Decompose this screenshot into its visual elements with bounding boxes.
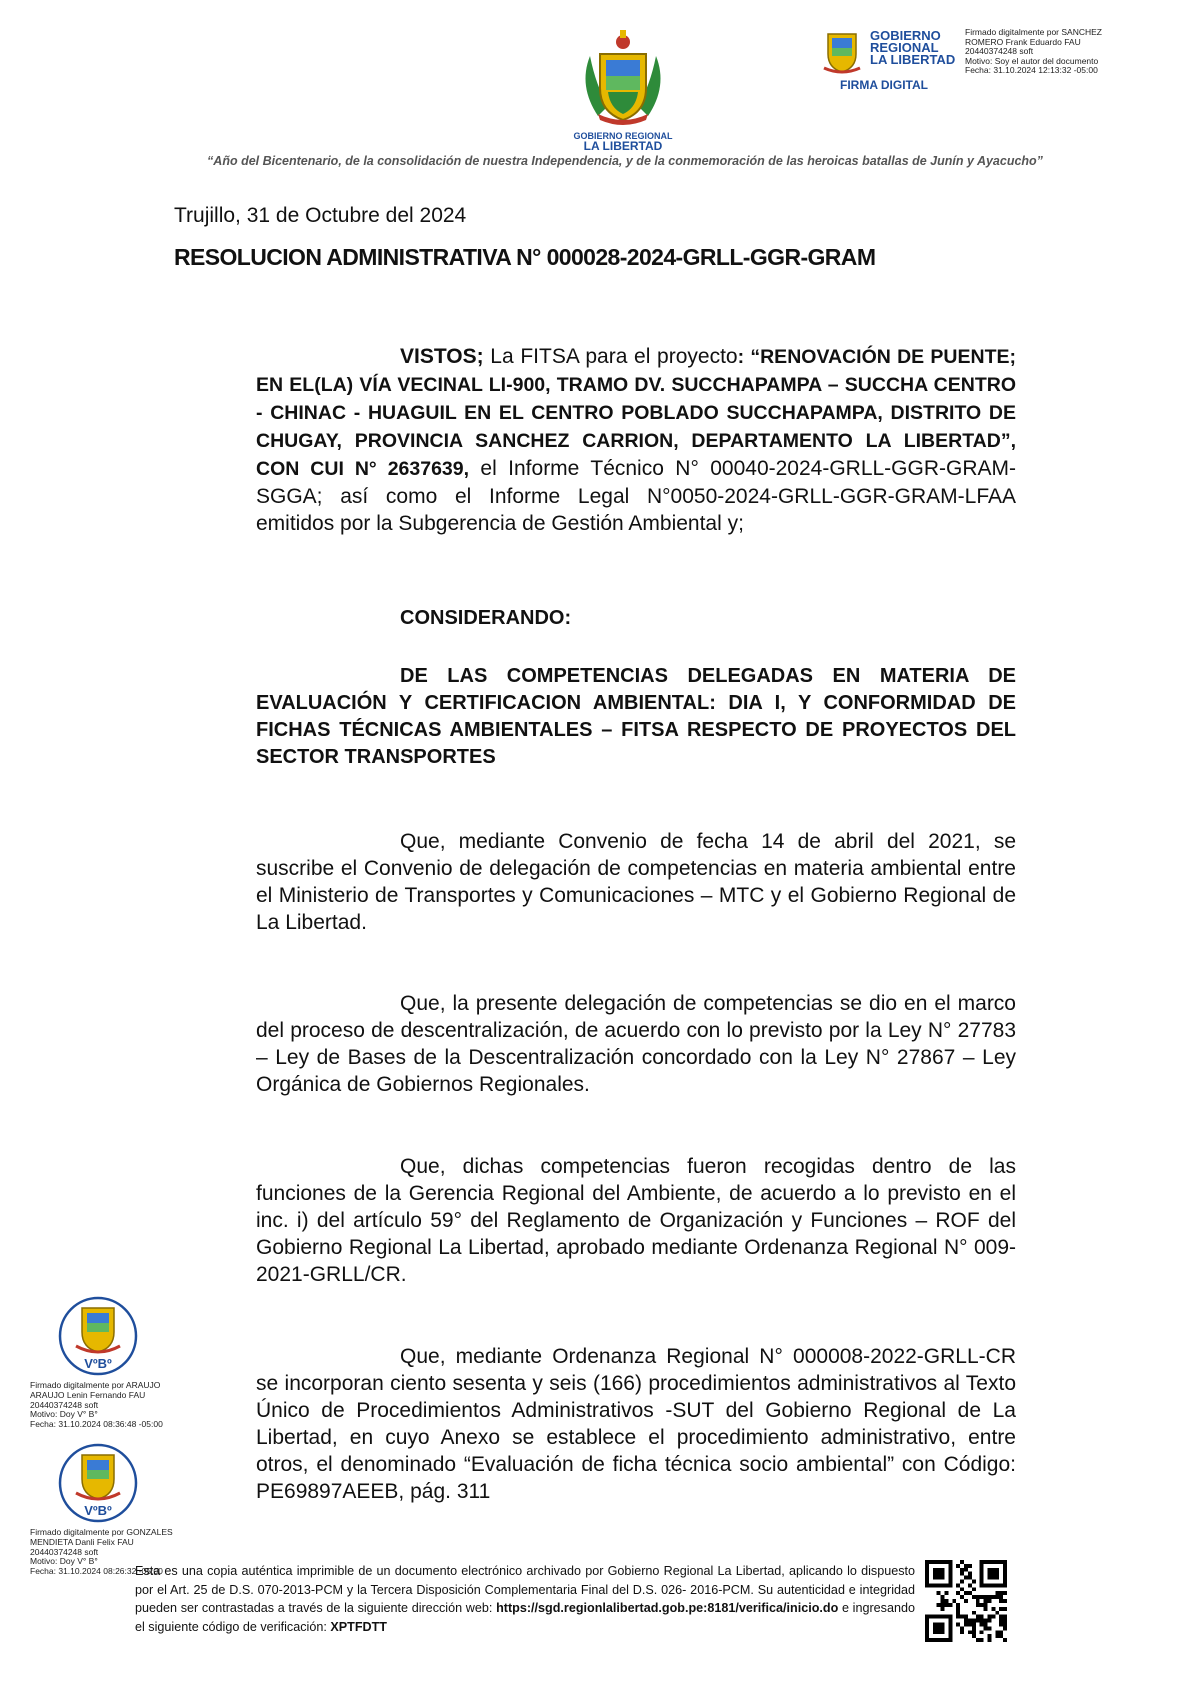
qr-code-icon bbox=[925, 1560, 1007, 1642]
vobo-seal-icon bbox=[58, 1443, 138, 1523]
vistos-project: : “RENOVACIÓN DE PUENTE; EN EL(LA) VÍA VECINAL LI-900, TRAMO DV. SUCCHAPAMPA – SUCCHA CENTRO - CHINAC - HUAGUIL EN EL CENTRO POBLADO SUCCHAPAMPA, DISTRITO DE CHUGAY, PROVINCIA SANCHEZ CARRION, DEPARTAMENTO LA LIBERTAD”, CON CUI N° 2637639, bbox=[256, 346, 1017, 480]
paragraph-ordenanza: Que, mediante Ordenanza Regional N° 000008-2022-GRLL-CR se incorporan ciento sesenta y seis (166) procedimientos administrativos al Texto Único de Procedimientos Administrativos -SUT del Gobierno Regional de La Libertad, en cuyo Anexo se establece el procedimiento administrativo, entre otros, el denominado “Evaluación de ficha técnica socio ambiental” con Código: PE69897AEEB, pág. 311 bbox=[256, 1345, 1016, 1503]
logo-caption-line2: LA LIBERTAD bbox=[583, 139, 663, 153]
paragraph-delegacion: Que, la presente delegación de competencias se dio en el marco del proceso de descentralización, de acuerdo con lo previsto por la Ley N° 27783 – Ley de Bases de la Descentralización concordado con la Ley N° 27867 – Ley Orgánica de Gobiernos Regionales. bbox=[256, 992, 1016, 1096]
signature-text: Firmado digitalmente por SANCHEZ ROMERO Frank Eduardo FAU 20440374248 soft Motivo: Soy el autor del documento Fecha: 31.10.2024 12:13:32 -05:00 bbox=[965, 27, 1102, 76]
verification-url[interactable]: https://sgd.regionlalibertad.gob.pe:8181/verifica/inicio.do bbox=[496, 1601, 839, 1616]
vobo-signature-text: Firmado digitalmente por ARAUJO ARAUJO Lenin Fernando FAU 20440374248 soft Motivo: Doy V° B° Fecha: 31.10.2024 08:36:48 -05:00 bbox=[30, 1380, 163, 1430]
vistos-intro: La FITSA para el proyecto bbox=[483, 345, 738, 368]
footer-text-after-url: e ingresando el siguiente código de verificación: bbox=[135, 1601, 915, 1634]
sig-brand-line1: GOBIERNO bbox=[870, 28, 941, 43]
digital-signature-block bbox=[820, 26, 1130, 96]
vobo-stamp bbox=[30, 1443, 180, 1577]
sig-brand-line2: REGIONAL bbox=[870, 40, 939, 55]
competencias-heading: DE LAS COMPETENCIAS DELEGADAS EN MATERIA DE EVALUACIÓN Y CERTIFICACION AMBIENTAL: DIA I, Y CONFORMIDAD DE FICHAS TÉCNICAS AMBIENTALES – FITSA RESPECTO DE PROYECTOS DEL SECTOR TRANSPORTES bbox=[256, 665, 1016, 768]
firma-digital-label: FIRMA DIGITAL bbox=[840, 78, 928, 92]
footer-text: Esta es una copia auténtica imprimible de un documento electrónico archivado por Gobierno Regional La Libertad, aplicando lo dispuesto por el Art. 25 de D.S. 070-2013-PCM y la Tercera Disposición Complementaria Final del D.S. 026- 2016-PCM. Su autenticidad e integridad pueden ser contrastadas a través de la siguiente dirección web: bbox=[135, 1564, 915, 1616]
paragraph-convenio: Que, mediante Convenio de fecha 14 de abril del 2021, se suscribe el Convenio de delegación de competencias en materia ambiental entre el Ministerio de Transportes y Comunicaciones – MTC y el Gobierno Regional de La Libertad. bbox=[256, 830, 1016, 934]
considerando-heading: CONSIDERANDO: bbox=[400, 607, 572, 629]
vobo-label: VºBº bbox=[84, 1503, 112, 1518]
vobo-stamp bbox=[30, 1296, 180, 1430]
sig-brand-line3: LA LIBERTAD bbox=[870, 52, 956, 67]
coat-of-arms-icon bbox=[568, 26, 678, 126]
vobo-seal-icon bbox=[58, 1296, 138, 1376]
vistos-label: VISTOS; bbox=[400, 345, 484, 368]
small-coat-of-arms-icon bbox=[820, 28, 864, 74]
date-line: Trujillo, 31 de Octubre del 2024 bbox=[174, 204, 467, 227]
resolution-title: RESOLUCION ADMINISTRATIVA N° 000028-2024-GRLL-GGR-GRAM bbox=[174, 244, 876, 270]
authenticity-footer bbox=[135, 1562, 915, 1636]
verification-code: XPTFDTT bbox=[330, 1619, 387, 1634]
regional-coat-of-arms bbox=[568, 26, 678, 151]
year-slogan: “Año del Bicentenario, de la consolidación de nuestra Independencia, y de la conmemoración de las heroicas batallas de Junín y Ayacucho” bbox=[207, 154, 1043, 168]
logo-caption-line1: GOBIERNO REGIONAL bbox=[573, 131, 673, 141]
vobo-signature-text: Firmado digitalmente por GONZALES MENDIETA Danli Felix FAU 20440374248 soft Motivo: Doy V° B° Fecha: 31.10.2024 08:26:32 -05:00 bbox=[30, 1527, 173, 1577]
vistos-paragraph bbox=[256, 343, 1016, 537]
vobo-label: VºBº bbox=[84, 1356, 112, 1371]
paragraph-funciones: Que, dichas competencias fueron recogidas dentro de las funciones de la Gerencia Regional del Ambiente, de acuerdo a lo previsto en el inc. i) del artículo 59° del Reglamento de Organización y Funciones – ROF del Gobierno Regional La Libertad, aprobado mediante Ordenanza Regional N° 009-2021-GRLL/CR. bbox=[256, 1155, 1016, 1286]
vistos-rest: el Informe Técnico N° 00040-2024-GRLL-GGR-GRAM-SGGA; así como el Informe Legal N°0050-2024-GRLL-GGR-GRAM-LFAA emitidos por la Subgerencia de Gestión Ambiental y; bbox=[256, 457, 1016, 535]
